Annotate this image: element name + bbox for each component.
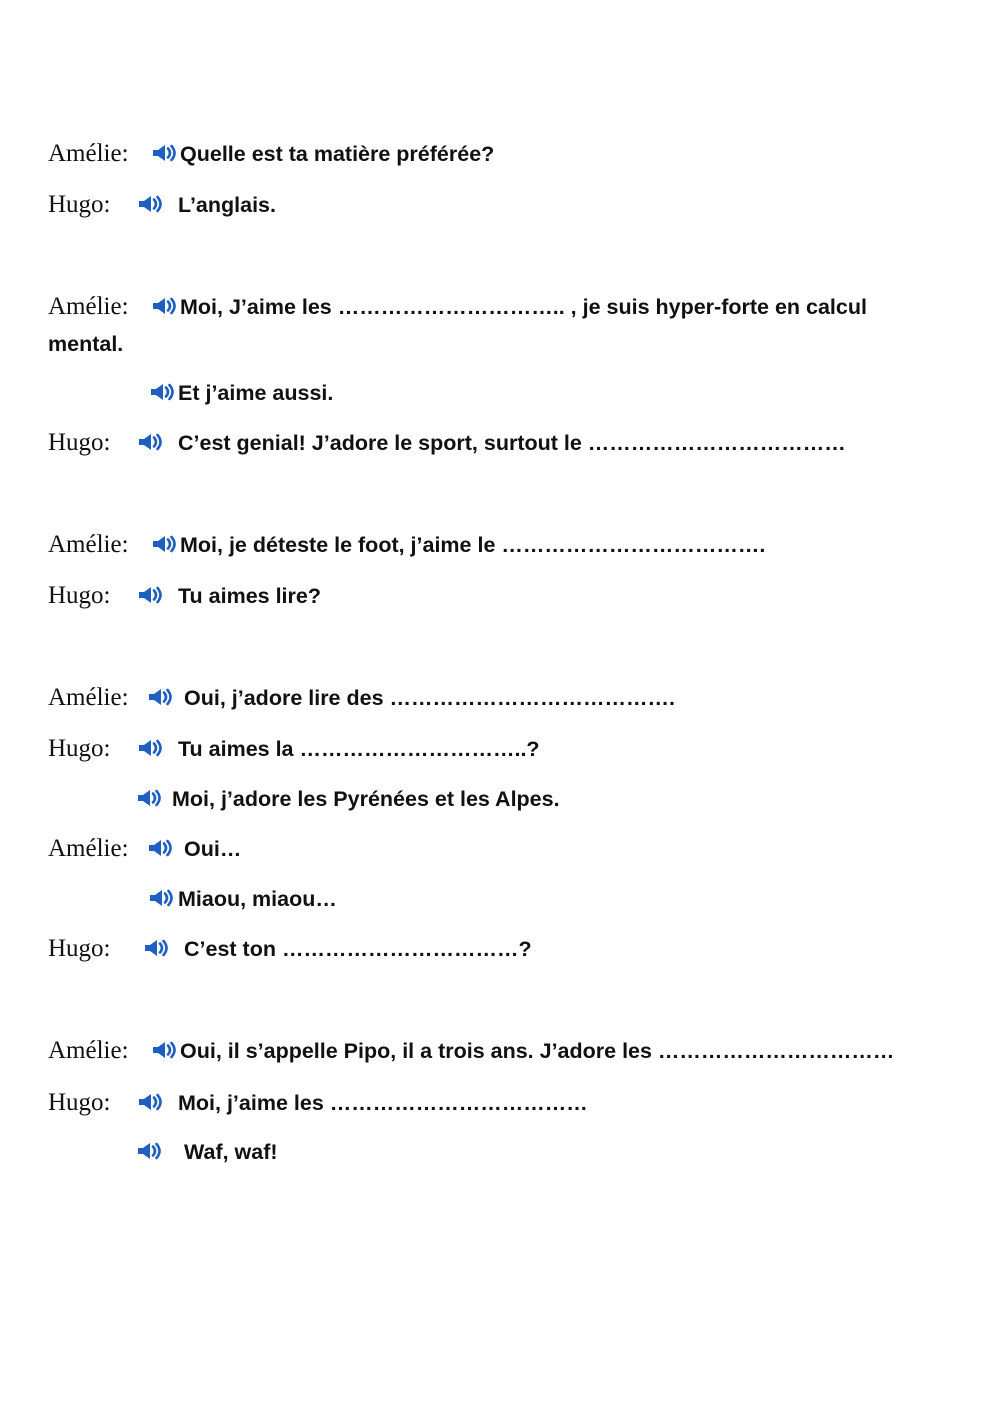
speaker-name: Hugo:: [48, 935, 111, 962]
speaker-icon[interactable]: [152, 531, 178, 557]
dialogue-text: L’anglais.: [178, 193, 276, 217]
speaker-icon[interactable]: [137, 1138, 163, 1164]
speaker-name: Hugo:: [48, 1089, 111, 1116]
speaker-name: Hugo:: [48, 429, 111, 456]
speaker-name: Amélie:: [48, 1037, 129, 1064]
speaker-icon[interactable]: [138, 191, 164, 217]
speaker-name: Amélie:: [48, 684, 129, 711]
speaker-icon[interactable]: [138, 735, 164, 761]
dialogue-text: Waf, waf!: [184, 1140, 278, 1164]
speaker-icon[interactable]: [152, 293, 178, 319]
dialogue-text: Moi, je déteste le foot, j’aime le ……………………………….: [180, 533, 766, 557]
speaker-name: Hugo:: [48, 191, 111, 218]
speaker-name: Amélie:: [48, 293, 129, 320]
dialogue-text: Moi, j’aime les ………………………………: [178, 1091, 588, 1115]
speaker-icon[interactable]: [138, 582, 164, 608]
dialogue-text: C’est genial! J’adore le sport, surtout le ………………………………: [178, 431, 846, 455]
dialogue-text: Et j’aime aussi.: [178, 381, 334, 405]
speaker-icon[interactable]: [137, 785, 163, 811]
dialogue-text: C’est ton ……………………………?: [184, 937, 532, 961]
speaker-name: Hugo:: [48, 582, 111, 609]
dialogue-text: Miaou, miaou…: [178, 887, 337, 911]
dialogue-text: Moi, J’aime les ………………………….. , je suis hyper-forte en calcul: [180, 295, 867, 319]
speaker-icon[interactable]: [138, 429, 164, 455]
speaker-icon[interactable]: [148, 684, 174, 710]
speaker-icon[interactable]: [148, 835, 174, 861]
speaker-name: Hugo:: [48, 735, 111, 762]
dialogue-text: Tu aimes lire?: [178, 584, 321, 608]
dialogue-text: Oui…: [184, 837, 242, 861]
speaker-name: Amélie:: [48, 531, 129, 558]
dialogue-text: Quelle est ta matière préférée?: [180, 142, 495, 166]
speaker-icon[interactable]: [149, 885, 175, 911]
speaker-name: Amélie:: [48, 140, 129, 167]
dialogue-text: Oui, il s’appelle Pipo, il a trois ans. J’adore les ……………………………: [180, 1039, 895, 1063]
dialogue-text-continuation: mental.: [48, 332, 124, 356]
speaker-icon[interactable]: [152, 1037, 178, 1063]
speaker-icon[interactable]: [152, 140, 178, 166]
speaker-icon[interactable]: [138, 1089, 164, 1115]
dialogue-text: Oui, j’adore lire des ………………………………….: [184, 686, 675, 710]
speaker-name: Amélie:: [48, 835, 129, 862]
dialogue-text: Moi, j’adore les Pyrénées et les Alpes.: [172, 787, 560, 811]
speaker-icon[interactable]: [144, 935, 170, 961]
dialogue-text: Tu aimes la …………………………..?: [178, 737, 540, 761]
speaker-icon[interactable]: [150, 379, 176, 405]
